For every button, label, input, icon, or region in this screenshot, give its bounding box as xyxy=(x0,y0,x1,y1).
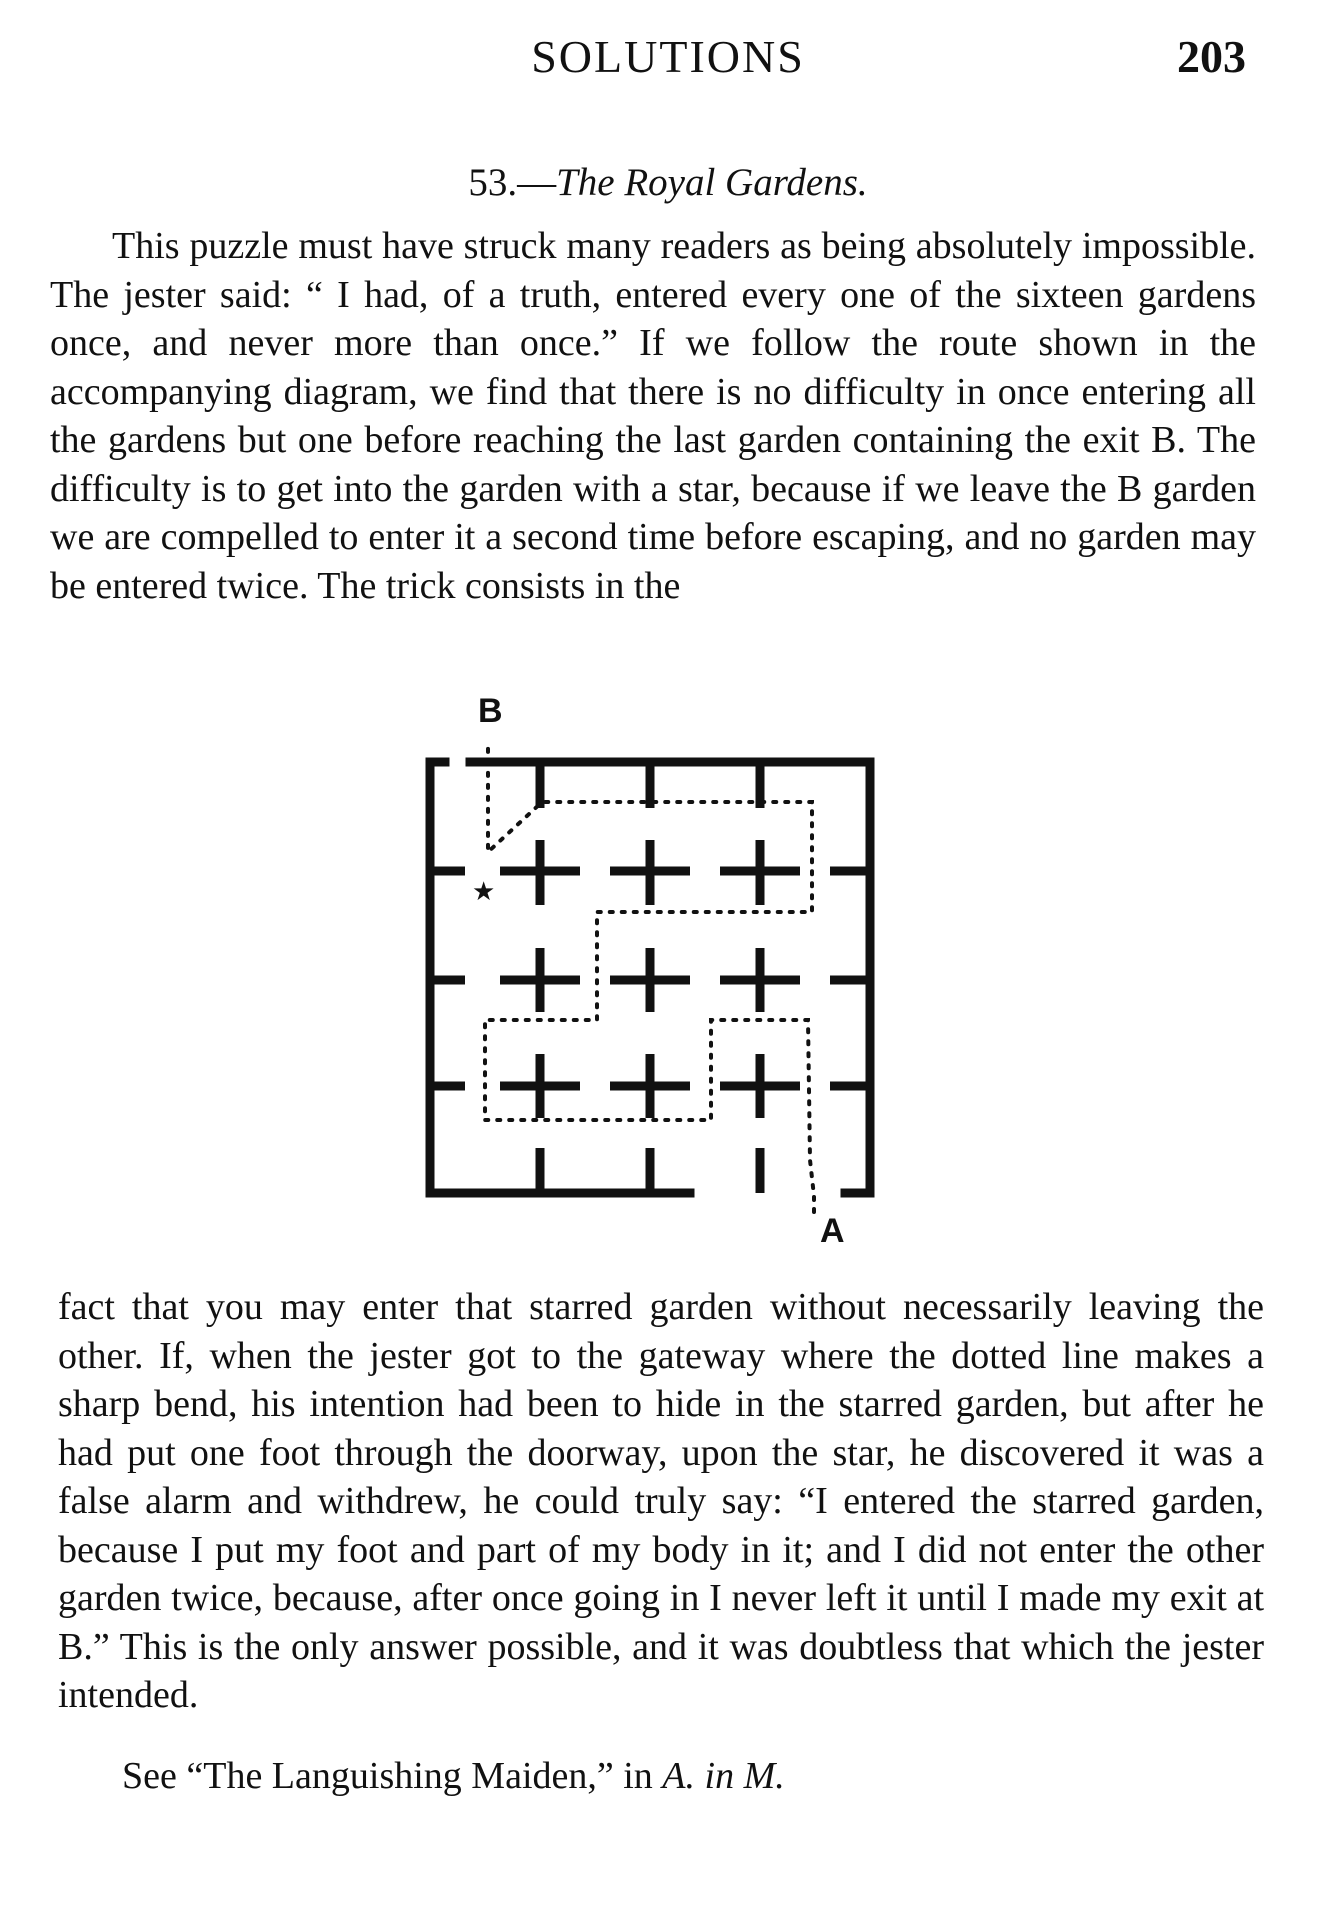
exit-label-b: B xyxy=(478,692,503,730)
star-icon: ★ xyxy=(472,877,496,906)
royal-gardens-diagram xyxy=(400,690,900,1250)
paragraph-2: fact that you may enter that starred garden without necessarily leaving the other. If, when the jester got to the gateway where the dotted line makes a sharp bend, his intention had been to hide in the starred garden, but after he had put one foot through the doorway, upon the star, he discovered it was a false alarm and withdrew, he could truly say: “I entered the starred garden, because I put my foot and part of my body in it; and I did not enter the other garden twice, because, after once going in I never left it until I made my exit at B.” This is the only answer possible, and it was doubtless that which the jester intended. xyxy=(58,1286,1264,1716)
paragraph-1: This puzzle must have struck many readers as being absolutely impossible. The jester said: “ I had, of a truth, entered every one of the sixteen gardens once, and never more than once.” If we follow the route shown in the accompanying diagram, we find that there is no difficulty in once entering all the gardens but one before reaching the last garden containing the exit B. The difficulty is to get into the garden with a star, because if we leave the B garden we are compelled to enter it a second time before escaping, and no garden may be entered twice. The trick consists in the xyxy=(50,225,1256,607)
section-title xyxy=(0,160,1336,205)
running-header: SOLUTIONS xyxy=(531,31,805,82)
garden-inner-walls xyxy=(430,762,870,1193)
see-also-text: See “The Languishing Maiden,” in xyxy=(122,1755,663,1797)
page-number: 203 xyxy=(1177,31,1246,82)
section-name: The Royal Gardens. xyxy=(556,161,868,204)
section-number: 53.— xyxy=(468,161,557,204)
see-also-reference: A. in M. xyxy=(662,1755,785,1797)
paragraph-3 xyxy=(60,1752,1260,1801)
entrance-label-a: A xyxy=(820,1212,845,1250)
